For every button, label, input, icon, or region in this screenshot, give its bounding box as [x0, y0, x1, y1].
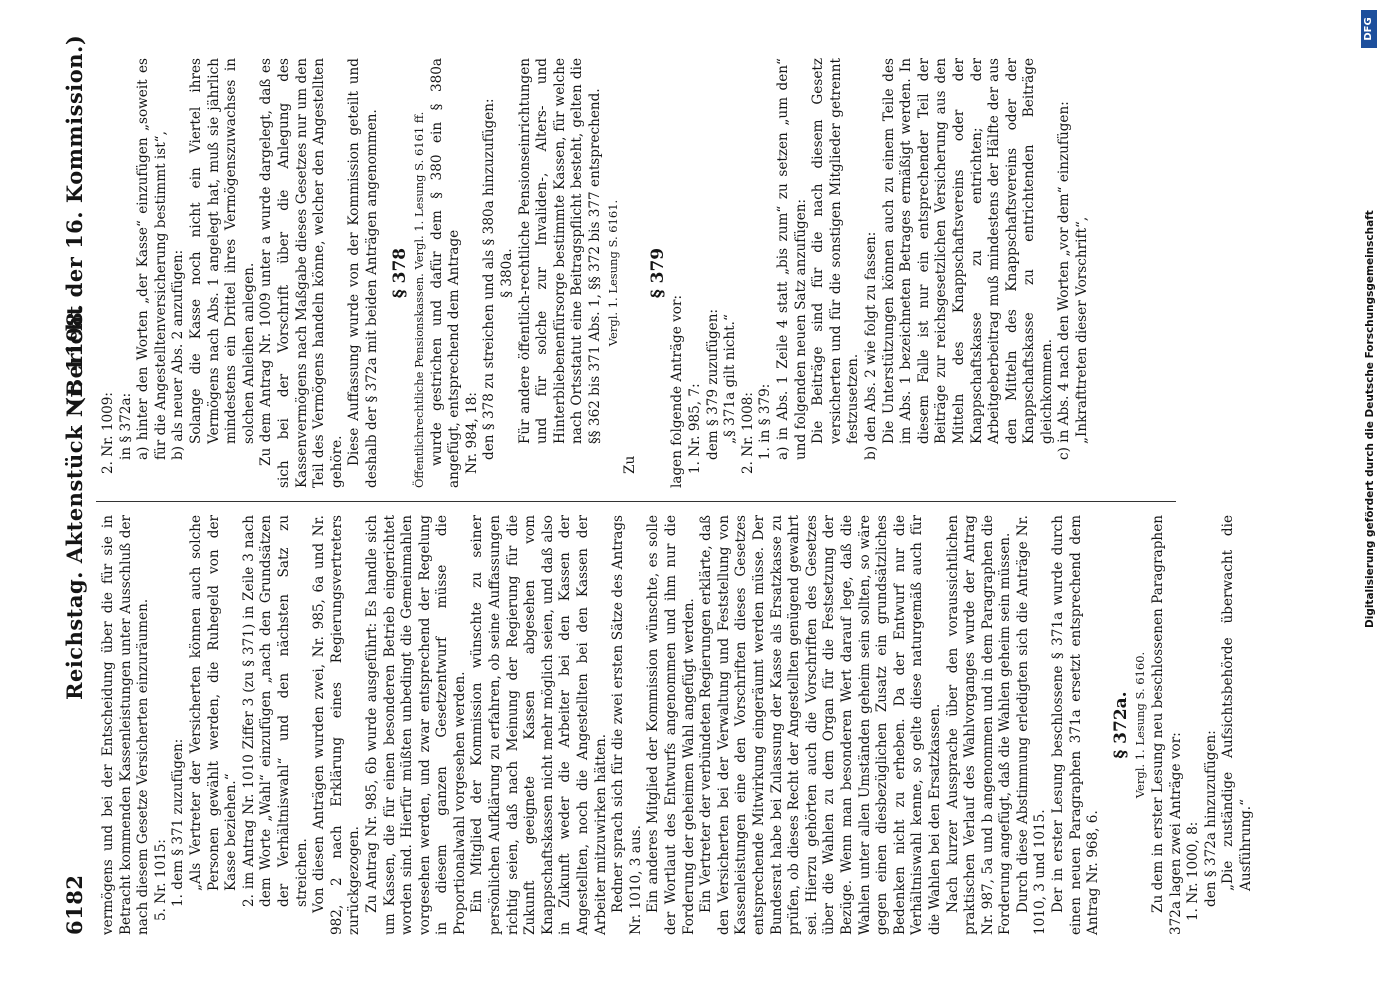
left-column-paragraph: Zu dem in erster Lesung neu beschlossenen Paragraphen 372a lagen zwei Anträge vor:	[1150, 515, 1184, 935]
right-column-paragraph: Die Unterstützungen können auch zu einem Teile des im Abs. 1 bezeichneten Betrages ermäßigt werden. In diesem Falle ist nur ein entsprechender Teil der Beiträge zur reichsgesetzlichen Versicherung aus den Mitteln des Knappschaftsvereins oder der Knappschaftskasse zu entrichten; der Arbeitgeberbeitrag muß mindestens der Hälfte der aus den Mitteln des Knappschaftsvereins oder der Knappschaftskasse zu entrichtenden Beiträge gleichkommen.	[880, 58, 1055, 444]
right-column-paragraph: dem § 379 zuzufügen:	[704, 308, 721, 460]
right-column-paragraph: Diese Auffassung wurde von der Kommission geteilt und deshalb der § 372a mit beiden Anträgen angenommen.	[346, 58, 380, 488]
left-column-paragraph: § 372a.	[1110, 691, 1131, 759]
right-column-paragraph: Für andere öffentlich-rechtliche Pensionseinrichtungen und für solche zur Invaliden-, Alters- und Hinterbliebenenfürsorge bestimmte Kassen, für welche nach Ortsstatut eine Beitragspflicht besteht, gelten die §§ 362 bis 371 Abs. 1, §§ 372 bis 377 entsprechend.	[516, 58, 604, 444]
right-column-paragraph: § 378	[389, 247, 410, 299]
right-column-paragraph: Solange die Kasse noch nicht ein Viertel ihres Vermögens nach Abs. 1 angelegt hat, muß sie jährlich mindestens ein Drittel ihres Vermögenszuwachses in solchen Anleihen anlegen.	[187, 58, 257, 444]
right-column-paragraph: 1. in § 379:	[757, 383, 774, 460]
left-column-paragraph: 1. dem § 371 zuzufügen:	[170, 738, 187, 907]
left-column-paragraph: Der in erster Lesung beschlossene § 371a wurde durch einen neuen Paragraphen 371a ersetzt entsprechend dem Antrag Nr. 968, 6.	[1050, 515, 1102, 935]
left-column-paragraph: Redner sprach sich für die zwei ersten Sätze des Antrags Nr. 1010, 3 aus.	[610, 515, 644, 935]
right-column-paragraph: in § 372a:	[117, 392, 134, 460]
left-column-paragraph: Durch diese Abstimmung erledigten sich die Anträge Nr. 1010, 3 und 1015.	[1014, 515, 1049, 935]
right-column-paragraph: b) den Abs. 2 wie folgt zu fassen:	[862, 231, 879, 460]
left-column-paragraph: 1. Nr. 1000, 8:	[1185, 821, 1202, 921]
dfg-logo: DFG	[1361, 10, 1377, 48]
right-column-paragraph: lagen folgende Anträge vor:	[669, 294, 686, 488]
right-column-paragraph: Vergl. 1. Lesung S. 6161.	[605, 199, 620, 347]
left-column-paragraph: Nach kurzer Aussprache über den voraussichtlichen praktischen Verlauf des Wahlvorganges wurde der Antrag Nr. 987, 5a und b angenommen und in dem Paragraphen die Forderung angefügt, daß die Wahlen geheim sein müssen.	[944, 515, 1014, 935]
digitization-note: Digitalisierung gefördert durch die Deutsche Forschungsgemeinschaft	[1364, 210, 1376, 628]
left-column-paragraph: „Als Vertreter der Versicherten können auch solche Personen gewählt werden, die Ruhegeld von der Kasse beziehen.“	[187, 515, 240, 891]
page-number: 6182	[62, 874, 87, 935]
left-column	[100, 515, 1256, 935]
column-divider	[96, 501, 1176, 502]
right-column-paragraph: den § 378 zu streichen und als § 380a hinzuzufügen:	[481, 98, 498, 460]
right-column	[100, 58, 1092, 488]
right-column-paragraph: b) als neuer Abs. 2 anzufügen:	[170, 249, 187, 460]
right-column-paragraph: c) in Abs. 4 nach den Worten „vor dem“ einzufügen:	[1056, 101, 1073, 460]
right-column-paragraph: wurde gestrichen und dafür dem § 380 ein § 380a angefügt, entsprechend dem Antrage	[428, 58, 463, 488]
right-column-paragraph: a) in Abs. 1 Zeile 4 statt „bis zum“ zu setzen „um den“ und folgenden neuen Satz anzufügen:	[774, 58, 809, 460]
right-column-paragraph: 2. Nr. 1009:	[100, 391, 116, 474]
right-column-paragraph: „§ 371a gilt nicht.“	[722, 314, 739, 444]
left-column-paragraph: 5. Nr. 1015:	[152, 838, 169, 921]
right-column-paragraph: Nr. 984, 18:	[463, 391, 480, 474]
right-column-paragraph: 2. Nr. 1008:	[739, 391, 756, 474]
left-column-paragraph: vermögens und bei der Entscheidung über die für sie in Betracht kommenden Kassenleistungen unter Ausschluß der nach diesem Gesetze Versicherten einzuräumen.	[100, 515, 152, 935]
header-title-left: Reichstag. Aktenstück Nr. 1198.	[62, 303, 87, 700]
right-column-paragraph: Öffentlichrechtliche Pensionskassen. Vergl. 1. Lesung S. 6161 ff.	[412, 111, 427, 488]
right-column-paragraph: Zu	[622, 455, 639, 474]
right-column-paragraph: § 380a.	[499, 248, 516, 298]
page-header	[58, 34, 92, 935]
right-column-paragraph: § 379	[647, 247, 668, 299]
right-column-paragraph: Die Beiträge sind für die nach diesem Gesetz versicherten und für die sonstigen Mitglieder getrennt festzusetzen.	[810, 58, 862, 444]
left-column-paragraph: 2. im Antrag Nr. 1010 Ziffer 3 (zu § 371) in Zeile 3 nach dem Worte „Wahl“ einzufügen „nach den Grundsätzen der Verhältniswahl“ und den nächsten Satz zu streichen.	[240, 515, 310, 907]
left-column-paragraph: Von diesen Anträgen wurden zwei, Nr. 985, 6a und Nr. 982, 2 nach Erklärung eines Regierungsvertreters zurückgezogen.	[311, 515, 363, 935]
right-column-paragraph: „Inkrafttreten dieser Vorschrift“,	[1074, 216, 1091, 444]
left-column-paragraph: den § 372a hinzuzufügen:	[1202, 730, 1219, 907]
right-column-paragraph: Zu dem Antrag Nr. 1009 unter a wurde dargelegt, daß es sich bei der Vorschrift über die Anlegung des Kassenvermögens nach Maßgabe dieses Gesetzes nur um den Teil des Vermögens handeln könne, welcher den Angestellten gehöre.	[258, 58, 345, 488]
digitization-footer	[1364, 0, 1380, 1000]
header-title-right: (Bericht der 16. Kommission.)	[62, 34, 87, 407]
left-column-paragraph: Vergl. 1. Lesung S. 6160.	[1133, 651, 1148, 799]
left-column-paragraph: Zu Antrag Nr. 985, 6b wurde ausgeführt: Es handle sich um Kassen, die für einen besonderen Betrieb eingerichtet worden sind. Hierfür müßten unbedingt die Gemeinmahlen vorgesehen werden, und zwar entsprechend der Regelung in diesem ganzen Gesetzentwurf müsse die Proportionalwahl vorgesehen werden.	[363, 515, 468, 935]
left-column-paragraph: Ein Vertreter der verbündeten Regierungen erklärte, daß den Versicherten bei der Verwaltung und Feststellung von Kassenleistungen eine den Vorschriften dieses Gesetzes entsprechende Mitwirkung eingeräumt werden müsse. Der Bundesrat habe bei Zulassung der Kasse als Ersatzkasse zu prüfen, ob dieses Recht der Angestellten genügend gewahrt sei. Hierzu gehörten auch die Vorschriften des Gesetzes über die Wahlen zu dem Organ für die Festsetzung der Bezüge. Wenn man besonderen Wert darauf lege, daß die Wahlen unter allen Umständen geheim sein sollten, so wäre gegen einen diesbezüglichen Zusatz ein grundsätzliches Bedenken nicht zu erheben. Da der Entwurf nur die Verhältniswahl kenne, so gelte diese naturgemäß auch für die Wahlen bei den Ersatzkassen.	[698, 515, 943, 935]
left-column-paragraph: Ein Mitglied der Kommission wünschte zu seiner persönlichen Aufklärung zu erfahren, ob seine Auffassungen richtig seien, daß nach Meinung der Regierung für die Zukunft geeignete Kassen abgesehen vom Knappschaftskassen nicht mehr möglich seien, und daß also in Zukunft weder die Arbeiter bei den Kassen der Angestellten, noch die Angestellten bei den Kassen der Arbeiter mitzuwirken hätten.	[469, 515, 609, 935]
right-column-paragraph: a) hinter den Worten „der Kasse“ einzufügen „soweit es für die Angestelltenversicherung bestimmt ist“,	[135, 58, 169, 460]
left-column-paragraph: „Die zuständige Aufsichtsbehörde überwacht die Ausführung.“	[1220, 515, 1254, 891]
right-column-paragraph: 1. Nr. 985, 7:	[687, 383, 703, 474]
left-column-paragraph: Ein anderes Mitglied der Kommission wünschte, es solle der Wortlaut des Entwurfs angenommen und ihm nur die Forderung der geheimen Wahl angefügt werden.	[645, 515, 697, 935]
